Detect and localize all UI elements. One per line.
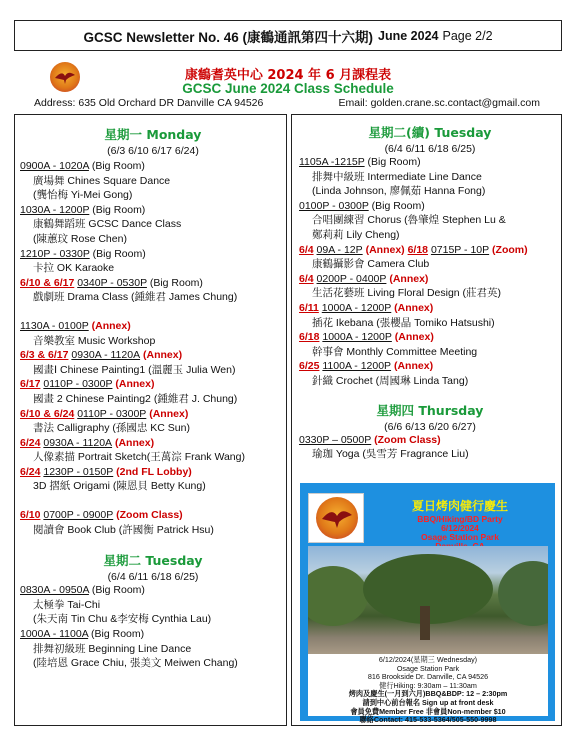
teacher: (龔怡梅 Yi-Mei Gong) (33, 189, 133, 202)
info-line: 816 Brookside Dr. Danville, CA 94526 (367, 672, 489, 682)
address: Address: 635 Old Orchard DR Danville CA 94526 (34, 97, 264, 109)
schedule-time: 6/10 & 6/24 0110P - 0300P (Annex) (20, 407, 189, 420)
thursday-dates: (6/6 6/13 6/20 6/27) (384, 420, 476, 433)
class-name: 插花 Ikebana (張櫻晶 Tomiko Hatsushi) (312, 316, 495, 329)
class-name: 排舞中級班 Intermediate Line Dance (312, 170, 482, 183)
schedule-time: 6/11 1000A - 1200P (Annex) (299, 301, 434, 314)
class-name: 康鶴舞蹈班 GCSC Dance Class (33, 218, 182, 231)
poster-info (308, 654, 548, 725)
schedule-time: 1210P - 0330P (Big Room) (20, 247, 146, 260)
teacher: 鄭莉莉 Lily Cheng) (312, 228, 400, 241)
class-name: 生活花藝班 Living Floral Design (莊君英) (312, 287, 502, 300)
schedule-time: 1130A - 0100P (Annex) (20, 319, 131, 332)
class-name: 瑜珈 Yoga (吳雪芳 Fragrance Liu) (312, 448, 469, 461)
left-column (14, 114, 287, 726)
teacher: (陳蕙玟 Rose Chen) (33, 232, 127, 245)
monday-dates: (6/3 6/10 6/17 6/24) (107, 145, 199, 157)
schedule-time: 0830A - 0950A (Big Room) (20, 584, 145, 597)
tuesday-dates: (6/4 6/11 6/18 6/25) (107, 571, 199, 584)
schedule-title-chinese: 康鶴耆英中心 2024 年 6 月課程表 (184, 68, 392, 83)
schedule-time: 6/4 09A - 12P (Annex) 6/18 0715P - 10P (Zoom) (299, 243, 528, 256)
tuesday-heading: 星期二 Tuesday (103, 553, 203, 569)
schedule-time: 6/24 0930A - 1120A (Annex) (20, 436, 155, 449)
info-line: 烤肉及慶生(一月到六月)BBQ&BDP: 12 – 2:30pm (348, 689, 508, 699)
schedule-title-english: GCSC June 2024 Class Schedule (182, 81, 394, 96)
schedule-time: 6/4 0200P - 0400P (Annex) (299, 272, 429, 285)
schedule-time: 6/10 & 6/17 0340P - 0530P (Big Room) (20, 276, 203, 289)
info-line: 聯絡Contact: 415-533-5364/505-550-9998 (359, 715, 497, 725)
class-name: 排舞初級班 Beginning Line Dance (33, 642, 192, 655)
class-name: 幹事會 Monthly Committee Meeting (312, 345, 478, 358)
bbq-event-poster (300, 483, 555, 725)
class-name: 音樂教室 Music Workshop (33, 334, 156, 347)
info-line: Osage Station Park (396, 663, 460, 673)
class-name: 卡拉 OK Karaoke (33, 262, 115, 275)
info-line: 6/12/2024(星期三 Wednesday) (378, 655, 478, 664)
class-name: 廣場舞 Chines Square Dance (33, 174, 171, 187)
newsletter-date: June 2024 (378, 28, 439, 43)
newsletter-header (14, 20, 562, 51)
class-name: 國畫Ⅰ Chinese Painting1 (溫麗玉 Julia Wen) (33, 363, 236, 376)
schedule-time: 1105A -1215P (Big Room) (299, 156, 421, 168)
class-name: 書法 Calligraphy (孫國忠 KC Sun) (33, 422, 190, 435)
teacher: (朱天南 Tin Chu &李安梅 Cynthia Lau) (33, 613, 212, 626)
tuesday-cont-dates: (6/4 6/11 6/18 6/25) (384, 143, 476, 155)
poster-subtitle: BBQ/Hiking/BD Party (417, 514, 503, 524)
monday-heading: 星期一 Monday (104, 127, 202, 142)
thursday-heading: 星期四 Thursday (376, 402, 484, 418)
schedule-time: 1030A - 1200P (Big Room) (20, 203, 146, 216)
class-name: 國畫 2 Chinese Painting2 (鍾維君 J. Chung) (33, 392, 238, 405)
class-name: 人像素描 Portrait Sketch(王萬淙 Frank Wang) (33, 451, 245, 464)
schedule-time: 0330P – 0500P (Zoom Class) (299, 433, 441, 446)
poster-date: 6/12/2024 (441, 523, 479, 533)
schedule-time: 6/25 1100A - 1200P (Annex) (299, 360, 434, 373)
class-name: 康鶴攝影會 Camera Club (312, 258, 430, 271)
email: Email: golden.crane.sc.contact@gmail.com (338, 97, 540, 109)
info-line: 請到中心前台報名 Sign up at front desk (362, 697, 494, 707)
schedule-time: 0100P - 0300P (Big Room) (299, 199, 425, 212)
teacher: (Linda Johnson, 廖佩茹 Hanna Fong) (312, 185, 486, 198)
class-name: 戲劇班 Drama Class (鍾維君 James Chung) (33, 291, 238, 304)
class-name: 3D 摺紙 Origami (陳恩貝 Betty Kung) (33, 480, 206, 493)
class-name: 太極拳 Tai-Chi (33, 598, 101, 611)
schedule-time: 6/10 0700P - 0900P (Zoom Class) (20, 509, 183, 522)
newsletter-title: GCSC Newsletter No. 46 (康鶴通訊第四十六期) (83, 29, 374, 45)
schedule-time: 6/24 1230P - 0150P (2nd FL Lobby) (20, 465, 192, 478)
schedule-time: 0900A - 1020A (Big Room) (20, 160, 145, 172)
schedule-time: 6/3 & 6/17 0930A - 1120A (Annex) (20, 349, 183, 362)
crane-logo-icon (308, 493, 364, 543)
park-photo (308, 546, 548, 654)
teacher: (陸培恩 Grace Chiu, 張美文 Meiwen Chang) (33, 657, 238, 670)
class-name: 針織 Crochet (周國琳 Linda Tang) (312, 374, 469, 387)
schedule-time: 1000A - 1100A (Big Room) (20, 628, 145, 641)
schedule-time: 6/17 0110P - 0300P (Annex) (20, 378, 155, 391)
class-name: 閱讀會 Book Club (許國衡 Patrick Hsu) (33, 523, 214, 536)
poster-location: Osage Station Park (421, 532, 499, 542)
class-name: 合唱團練習 Chorus (魯肇煌 Stephen Lu & (312, 214, 506, 227)
schedule-time: 6/18 1000A - 1200P (Annex) (299, 331, 434, 344)
poster-title: 夏日烤肉健行慶生 (411, 499, 508, 513)
info-line: 會員免費Member Free 非會員Non-member $10 (350, 706, 506, 716)
info-line: 健行Hiking: 9:30am – 11:30am (379, 680, 477, 690)
tuesday-cont-heading: 星期二(續) Tuesday (368, 125, 492, 140)
page-number: Page 2/2 (442, 28, 493, 43)
